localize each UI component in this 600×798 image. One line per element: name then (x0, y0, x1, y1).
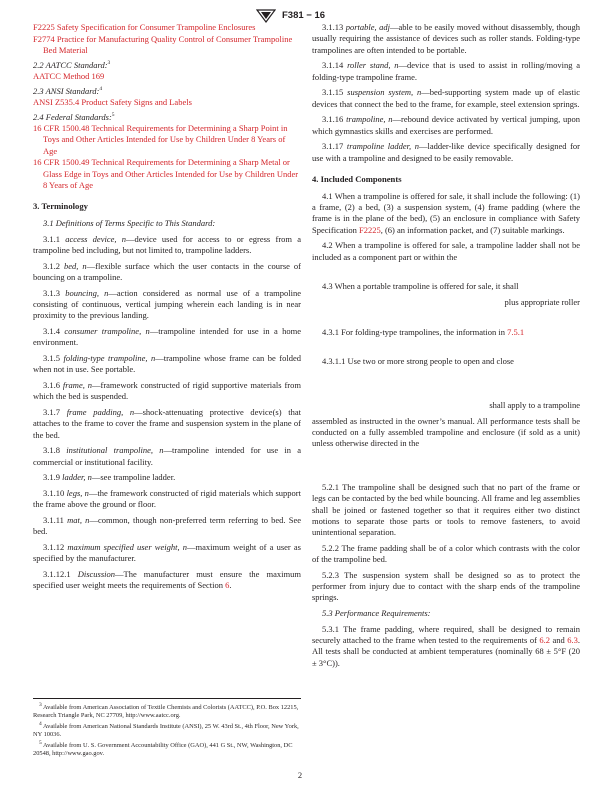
reference-item (33, 22, 301, 33)
footnote-text: Available from American National Standards Institute (ANSI), 25 W. 43rd St., 4th Floor, New York, NY 10036. (33, 723, 299, 739)
term-name: ladder, n (62, 472, 92, 483)
paragraph-4-1: 4.1 When a trampoline is offered for sale, it shall include the following: (1) a frame, (2) a bed, (3) a suspension system, (4) frame padding (where the frame is in the plane of the bed), (5) an enclosure in compliance with Safety Specification F2225, (6) an information packet, and (7) suitable markings. (312, 190, 580, 235)
section-6-2-link[interactable]: 6.2 (539, 635, 551, 646)
term-definition (312, 60, 580, 83)
term-text: —maximum weight of a user as specified by the manufacturer. (33, 541, 301, 564)
term-number: 3.1.16 (322, 114, 344, 125)
term-text: —flexible surface which the user contacts in the course of bouncing on a trampoline. (33, 260, 301, 283)
footnote (33, 739, 301, 758)
term-text: —shock-attenuating protective device(s) that attaches to the frame to cover the frame and suspension system in the plane of the bed. (33, 407, 301, 440)
federal-heading: 2.4 Federal Standards:$^5$ (33, 111, 115, 122)
term-name: mat, n (67, 514, 90, 525)
footnotes (33, 698, 301, 761)
paragraph-5-3: 5.3 Performance Requirements: (322, 608, 431, 619)
term-text: —device used for access to or egress from a trampoline bed including, but not limited to, trampoline ladders. (33, 233, 302, 256)
term-text: —action considered as normal use of a trampoline consisting of continuous, vertical jumping wherein each landing is in near proximity to the previous landing. (33, 287, 302, 321)
section-7-5-1-link[interactable]: 7.5.1 (507, 326, 525, 337)
term-number: 3.1.8 (43, 445, 60, 456)
paragraph-5-fragment: shall apply to a trampoline (489, 399, 580, 410)
term-text: —rebound device activated by vertical jumping, upon which gymnastics skills and exercises are performed. (312, 114, 581, 136)
aatcc-heading: 2.2 AATCC Standard:$^3$ (33, 59, 111, 70)
reference-item (33, 123, 301, 157)
term-definition (312, 22, 580, 56)
term-number: 3.1.1 (43, 233, 60, 244)
term-name: bed, n (64, 260, 87, 271)
term-number: 3.1.2 (43, 260, 60, 271)
reference-item (33, 157, 301, 191)
reference-item (33, 71, 301, 82)
term-text: —trampoline whose frame can be folded when not in use. See portable. (33, 353, 301, 375)
term-definition (33, 326, 301, 349)
reference-list-top (33, 22, 301, 56)
term-text: —common, though non-preferred term referring to bed. See bed. (33, 514, 302, 537)
term-text: —framework constructed of rigid supportive materials from which the bed is suspended. (33, 380, 301, 402)
term-name: roller stand, n (347, 60, 399, 71)
term-text: —able to be easily moved without disassembly, though usually requiring the assistance of devices such as roller stands. Folding-type trampolines are often intended to be portable. (312, 22, 580, 55)
term-number: 3.1.13 (322, 22, 344, 32)
components-heading: 4. Included Components (312, 173, 402, 184)
footnote-marker: 4 (39, 720, 42, 727)
term-number: 3.1.10 (43, 487, 65, 498)
term-number: 3.1.7 (43, 407, 60, 418)
term-number: 3.1.9 (43, 472, 60, 483)
reference-list-aatcc (33, 71, 301, 82)
term-name: frame, n (62, 380, 92, 391)
paragraph-4-3: 4.3 When a portable trampoline is offered for sale, it shall (322, 281, 519, 292)
term-number: 3.1.17 (322, 141, 344, 152)
reference-title[interactable]: Technical Requirements for Determining a Sharp Point in Toys and Other Articles Intended for Use by Children Under 8 Years of Age (43, 123, 288, 156)
reference-item (33, 97, 301, 108)
footnote-marker: 5 (39, 739, 42, 746)
term-definition (312, 114, 580, 137)
paragraph-5-2-2: 5.2.2 The frame padding shall be of a color which contrasts with the color of the trampoline bed. (312, 542, 580, 565)
term-definition (33, 488, 301, 511)
term-name: trampoline, n (346, 114, 393, 125)
term-name: consumer trampoline, n (64, 326, 150, 337)
terminology-heading: 3. Terminology (33, 201, 88, 212)
term-name: frame padding, n (66, 407, 135, 418)
term-name: legs, n (66, 487, 89, 498)
term-name: folding-type trampoline, n (63, 353, 156, 364)
terms-list-right (312, 22, 580, 164)
reference-title[interactable]: Product Safety Signs and Labels (81, 97, 192, 108)
term-name: maximum specified user weight, n (67, 541, 187, 552)
paragraph-4-2: 4.2 When a trampoline is offered for sale, a trampoline ladder shall not be included as a component part or within the (312, 240, 580, 262)
right-column (312, 22, 580, 673)
reference-link[interactable]: ANSI Z535.4 (33, 97, 80, 108)
term-name: portable, adj (345, 22, 390, 32)
term-definition (312, 141, 580, 164)
reference-link[interactable]: 16 CFR 1500.49 (33, 157, 90, 168)
term-definition (33, 472, 301, 483)
terms-list-left (33, 234, 301, 565)
paragraph-5-text: assembled as instructed in the owner’s manual. All performance tests shall be conducted on a fully assembled trampoline and enclosure (if sold as a unit) unless otherwise directed in the (312, 415, 580, 449)
document-designation: F381 − 16 (282, 10, 326, 21)
term-definition (33, 288, 301, 322)
paragraph-4-3-1-1: 4.3.1.1 Use two or more strong people to open and close (322, 356, 514, 367)
section-6-link[interactable]: 6 (225, 580, 230, 591)
ansi-heading: 2.3 ANSI Standard:$^4$ (33, 85, 103, 96)
term-number: 3.1.4 (43, 326, 60, 337)
term-definition (33, 261, 301, 284)
term-name: access device, n (65, 233, 126, 244)
reference-title[interactable]: Practice for Manufacturing Quality Control of Consumer Trampoline Bed Material (43, 33, 293, 56)
astm-logo-icon (256, 9, 276, 23)
paragraph-5-2-3: 5.2.3 The suspension system shall be designed so as to protect the performer from injury due to contact with the sharp ends of the trampoline springs. (312, 569, 580, 603)
term-number: 3.1.14 (322, 60, 344, 71)
term-number: 3.1.6 (43, 380, 60, 391)
term-text: —see trampoline ladder. (91, 472, 176, 483)
term-number: 3.1.15 (322, 87, 344, 98)
left-column (33, 22, 301, 596)
term-definition (312, 87, 580, 110)
reference-link[interactable]: 16 CFR 1500.48 (33, 123, 90, 134)
term-name: suspension system, n (347, 87, 422, 98)
term-definition (33, 445, 301, 468)
f2225-link[interactable]: F2225 (358, 224, 381, 235)
term-text: —trampoline intended for use in a commercial or institutional facility. (33, 445, 301, 467)
term-name: institutional trampoline, n (66, 445, 164, 456)
term-definition (33, 407, 301, 441)
term-number: 3.1.5 (43, 353, 60, 364)
term-definition (33, 542, 301, 565)
term-number: 3.1.11 (43, 514, 64, 525)
reference-list-ansi (33, 97, 301, 108)
footnote (33, 701, 301, 720)
term-name: trampoline ladder, n (346, 141, 419, 152)
reference-item (33, 34, 301, 57)
footnote-marker: 3 (39, 701, 42, 708)
terms-intro: 3.1 Definitions of Terms Specific to This Standard: (43, 218, 216, 229)
reference-link[interactable]: F2225 (33, 22, 55, 32)
reference-title[interactable]: Safety Specification for Consumer Trampoline Enclosures (56, 22, 256, 32)
term-text: —trampoline intended for use in a home environment. (33, 326, 302, 348)
reference-title[interactable]: Technical Requirements for Determining a Sharp Metal or Glass Edge in Toys and Other Articles Intended for Use by Children Under 8 Years of Age (43, 157, 299, 191)
footnote-text: Available from U. S. Government Accountability Office (GAO), 441 G St., NW, Washington, DC 20548, http://www.gao.gov. (33, 742, 293, 758)
term-definition (33, 515, 301, 538)
footnote (33, 720, 301, 739)
paragraph-5-2-1: 5.2.1 The trampoline shall be designed such that no part of the frame or legs can be contacted by the bed while bouncing. All frame and leg assemblies shall be joined or fastened together so that it requires either two distinct motions to separate those parts or tools to remove fasteners, to avoid unintentional separation. (312, 481, 580, 538)
reference-link[interactable]: AATCC Method 169 (33, 71, 105, 82)
footnote-text: Available from American Association of Textile Chemists and Colorists (AATCC), P.O. Box 12215, Research Triangle Park, NC 27709, http://www.aatcc.org. (33, 704, 299, 720)
term-definition (33, 234, 301, 257)
section-6-3-link[interactable]: 6.3 (567, 635, 578, 646)
discussion-paragraph: 3.1.12.1 Discussion—The manufacturer must ensure the maximum specified user weight meets the requirements of Section 6. (33, 568, 301, 591)
term-definition (33, 380, 301, 403)
term-text: —ladder-like device specifically designed for use with a trampoline and designed to be easily removable. (312, 141, 581, 163)
term-text: —bed-supporting system made up of elastic devices that connect the bed to the frame, for example, steel extension springs. (312, 87, 580, 109)
paragraph-4-3-fragment: plus appropriate roller (504, 296, 580, 307)
term-name: bouncing, n (65, 287, 109, 298)
term-definition (33, 353, 301, 376)
paragraph-5-3-1: 5.3.1 The frame padding, where required, shall be designed to remain securely attached to the frame when tested to the requirements of 6.2 and 6.3. All tests shall be conducted at ambient temperatures (nominally 68 ± 5°F (20 ± 3°C)). (312, 623, 580, 668)
reference-link[interactable]: F2774 (33, 33, 55, 44)
term-number: 3.1.12 (43, 541, 65, 552)
term-text: —the framework constructed of rigid materials which support the frame above the ground or floor. (33, 487, 301, 510)
term-number: 3.1.3 (43, 287, 60, 298)
term-text: —device that is used to assist in rolling/moving a folding-type trampoline frame. (312, 60, 581, 82)
reference-list-federal (33, 123, 301, 191)
page-number: 2 (297, 770, 303, 780)
paragraph-4-3-1: 4.3.1 For folding-type trampolines, the information in 7.5.1 (322, 326, 525, 337)
